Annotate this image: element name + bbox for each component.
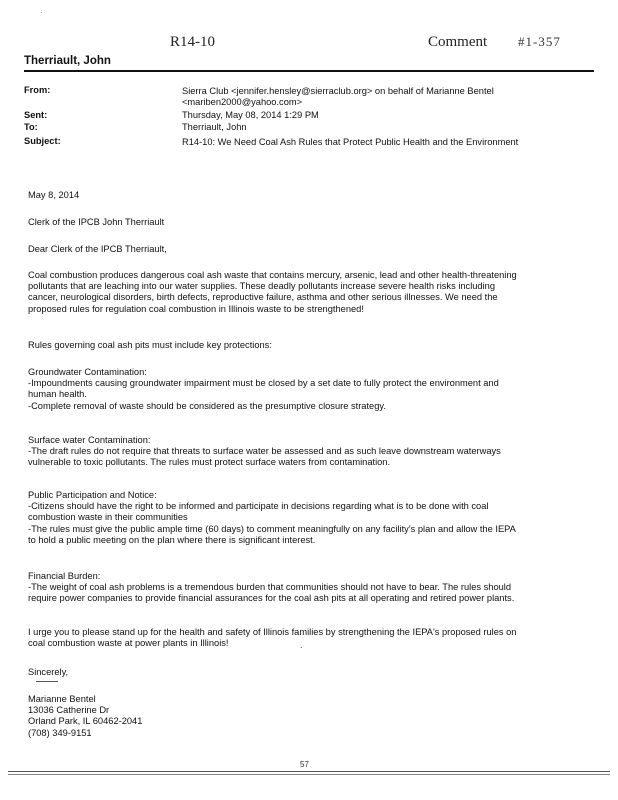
signature-line: (708) 349-9151 bbox=[28, 727, 92, 738]
intro-line: Coal combustion produces dangerous coal ash waste that contains mercury, arsenic, lead and other health-threatening bbox=[28, 270, 517, 280]
section-public-participation bbox=[28, 490, 588, 546]
page-number: 57 bbox=[300, 760, 309, 769]
section-line: vulnerable to toxic pollutants. The rules must protect surface waters from contamination. bbox=[28, 457, 391, 468]
closing-paragraph bbox=[28, 627, 588, 649]
signature-line: Orland Park, IL 60462-2041 bbox=[28, 716, 143, 727]
footer-rule-2 bbox=[8, 774, 610, 775]
subject-label: Subject: bbox=[24, 136, 61, 146]
from-value-line-2: <mariben2000@yahoo.com> bbox=[182, 97, 303, 107]
section-heading: Groundwater Contamination: bbox=[28, 367, 147, 377]
signature-scribble bbox=[36, 681, 58, 682]
comment-number: #1-357 bbox=[518, 34, 561, 49]
signature-line: Marianne Bentel bbox=[28, 694, 96, 704]
section-heading: Surface water Contamination: bbox=[28, 435, 151, 445]
section-line: human health. bbox=[28, 389, 87, 400]
section-line: -The weight of coal ash problems is a tremendous burden that communities should not have to bear. The rules should bbox=[28, 582, 512, 593]
from-label: From: bbox=[24, 85, 51, 95]
corner-mark: · bbox=[40, 8, 43, 17]
section-surface-water bbox=[28, 435, 588, 469]
from-value-line-1: Sierra Club <jennifer.hensley@sierraclub.org> on behalf of Marianne Bentel bbox=[182, 86, 494, 96]
letter-salutation: Dear Clerk of the IPCB Therriault, bbox=[28, 244, 167, 254]
subject-value: R14-10: We Need Coal Ash Rules that Protect Public Health and the Environment bbox=[182, 137, 519, 147]
section-line: -The draft rules do not require that threats to surface water be assessed and as such leave downstream waterways bbox=[28, 446, 501, 457]
comment-label: Comment bbox=[428, 34, 488, 50]
intro-line: pollutants that are leaching into our water supplies. These deadly pollutants increase severe health risks including bbox=[28, 281, 496, 292]
stray-mark: . bbox=[300, 640, 303, 650]
mailbox-owner-name: Therriault, John bbox=[24, 55, 111, 67]
sent-label: Sent: bbox=[24, 110, 48, 120]
intro-line: proposed rules for regulation coal combustion in Illinois waste to be strengthened! bbox=[28, 303, 364, 314]
section-line: require power companies to provide financial assurances for the coal ash pits at all operating and retired power plants. bbox=[28, 593, 515, 604]
sent-value: Thursday, May 08, 2014 1:29 PM bbox=[182, 110, 319, 120]
section-groundwater bbox=[28, 367, 588, 412]
letter-addressee: Clerk of the IPCB John Therriault bbox=[28, 217, 165, 227]
letter-date: May 8, 2014 bbox=[28, 190, 80, 200]
to-value: Therriault, John bbox=[182, 122, 247, 132]
docket-number: R14-10 bbox=[170, 34, 215, 50]
section-financial-burden bbox=[28, 571, 588, 605]
header-divider bbox=[24, 70, 594, 72]
closing-line: coal combustion waste at power plants in Illinois! bbox=[28, 638, 229, 649]
section-line: combustion waste in their communities bbox=[28, 512, 188, 523]
section-line: -The rules must give the public ample time (60 days) to comment meaningfully on any facility's plan and allow the IEPA bbox=[28, 523, 516, 534]
signoff: Sincerely, bbox=[28, 667, 69, 677]
section-line: -Impoundments causing groundwater impairment must be closed by a set date to fully protect the environment and bbox=[28, 378, 499, 389]
closing-line: I urge you to please stand up for the health and safety of Illinois families by strengthening the IEPA's proposed rules on bbox=[28, 627, 517, 637]
footer-rule bbox=[8, 771, 610, 772]
intro-paragraph bbox=[28, 270, 588, 315]
signature-block bbox=[28, 694, 588, 739]
section-line: -Complete removal of waste should be considered as the presumptive closure strategy. bbox=[28, 400, 386, 411]
section-line: to hold a public meeting on the plan where there is significant interest. bbox=[28, 534, 316, 545]
intro-line: cancer, neurological disorders, birth defects, reproductive failure, asthma and other serious illnesses. We need the bbox=[28, 292, 498, 303]
to-label: To: bbox=[24, 122, 38, 132]
section-heading: Financial Burden: bbox=[28, 571, 101, 581]
section-line: -Citizens should have the right to be informed and participate in decisions regarding what is to be done with coal bbox=[28, 501, 489, 512]
rules-intro: Rules governing coal ash pits must include key protections: bbox=[28, 340, 272, 350]
section-heading: Public Participation and Notice: bbox=[28, 490, 157, 500]
signature-line: 13036 Catherine Dr bbox=[28, 705, 110, 716]
